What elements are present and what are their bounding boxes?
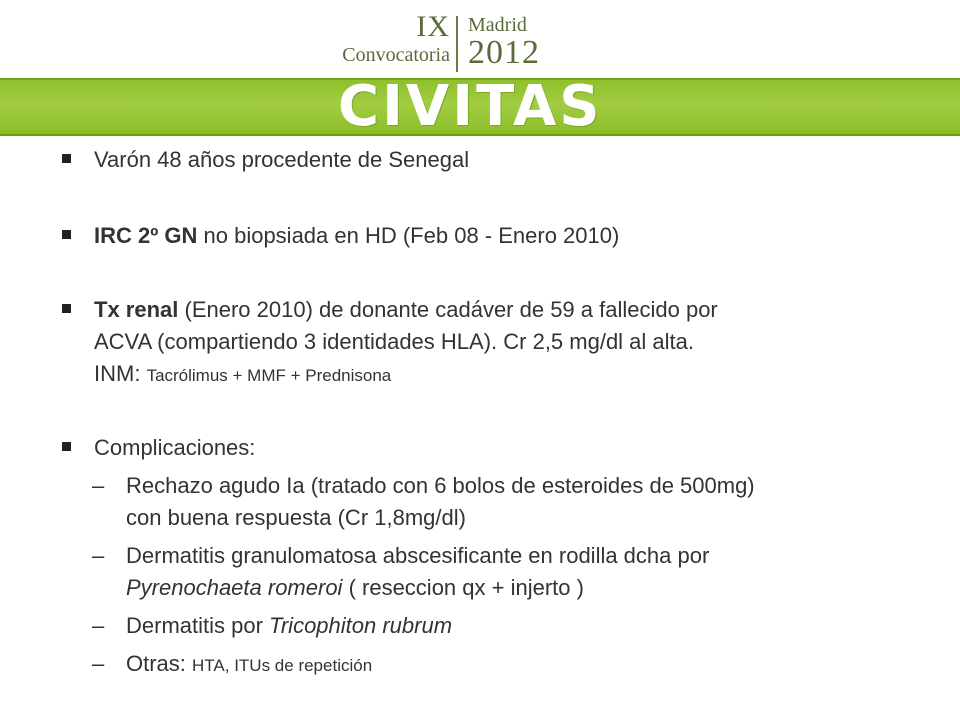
organism-name: Pyrenochaeta romeroi (126, 575, 343, 600)
sub-item-dermatitis-granulomatous (62, 540, 932, 604)
sub-line: con buena respuesta (Cr 1,8mg/dl) (126, 505, 466, 530)
bullet-line: ACVA (compartiendo 3 identidades HLA). Cr 2,5 mg/dl al alta. (94, 329, 695, 354)
bullet-line (94, 358, 932, 392)
dash-marker: – (92, 543, 105, 568)
dash-marker: – (92, 473, 105, 498)
logo-edition-group (342, 12, 450, 66)
logo-call: Convocatoria (342, 44, 450, 66)
logo-city: Madrid (468, 14, 527, 36)
bullet-bold-term: IRC 2º GN (94, 223, 198, 248)
inm-label: INM: (94, 361, 147, 386)
slide-content (62, 138, 932, 682)
event-logo (330, 12, 590, 72)
sub-line: Rechazo agudo Ia (tratado con 6 bolos de esteroides de 500mg) (126, 473, 755, 498)
bullet-bold-term: Tx renal (94, 297, 179, 322)
bullet-complications (62, 432, 932, 464)
square-bullet-icon (62, 154, 71, 163)
sub-text: ( reseccion qx + injerto ) (342, 575, 584, 600)
logo-year: 2012 (468, 34, 540, 71)
bullet-text: no biopsiada en HD (Feb 08 - Enero 2010) (197, 223, 620, 248)
inm-value: Tacrólimus + MMF + Prednisona (146, 366, 392, 385)
organism-name: Tricophiton rubrum (269, 613, 453, 638)
square-bullet-icon (62, 442, 71, 451)
dash-marker: – (92, 613, 105, 638)
bullet-diagnosis (62, 220, 932, 252)
sub-item-others (62, 648, 932, 682)
sub-text: Dermatitis por (126, 613, 270, 638)
bullet-patient (62, 144, 932, 176)
sub-line: Dermatitis granulomatosa abscesificante en rodilla dcha por (126, 543, 710, 568)
logo-divider (456, 16, 458, 72)
sub-item-dermatitis-tinea (62, 610, 932, 642)
sub-item-rejection (62, 470, 932, 534)
sub-line (126, 572, 932, 604)
sub-value: HTA, ITUs de repetición (192, 656, 373, 675)
header-banner (0, 78, 960, 136)
bullet-line (94, 294, 932, 326)
banner-brand-title: CIVITAS (338, 78, 603, 136)
bullet-text: Complicaciones: (94, 435, 256, 460)
bullet-text: Varón 48 años procedente de Senegal (94, 147, 470, 172)
square-bullet-icon (62, 230, 71, 239)
logo-edition: IX (416, 10, 450, 43)
dash-marker: – (92, 651, 105, 676)
square-bullet-icon (62, 304, 71, 313)
bullet-text: (Enero 2010) de donante cadáver de 59 a fallecido por (178, 297, 718, 322)
logo-place-group (468, 14, 540, 70)
bullet-transplant (62, 294, 932, 392)
sub-label: Otras: (126, 651, 193, 676)
